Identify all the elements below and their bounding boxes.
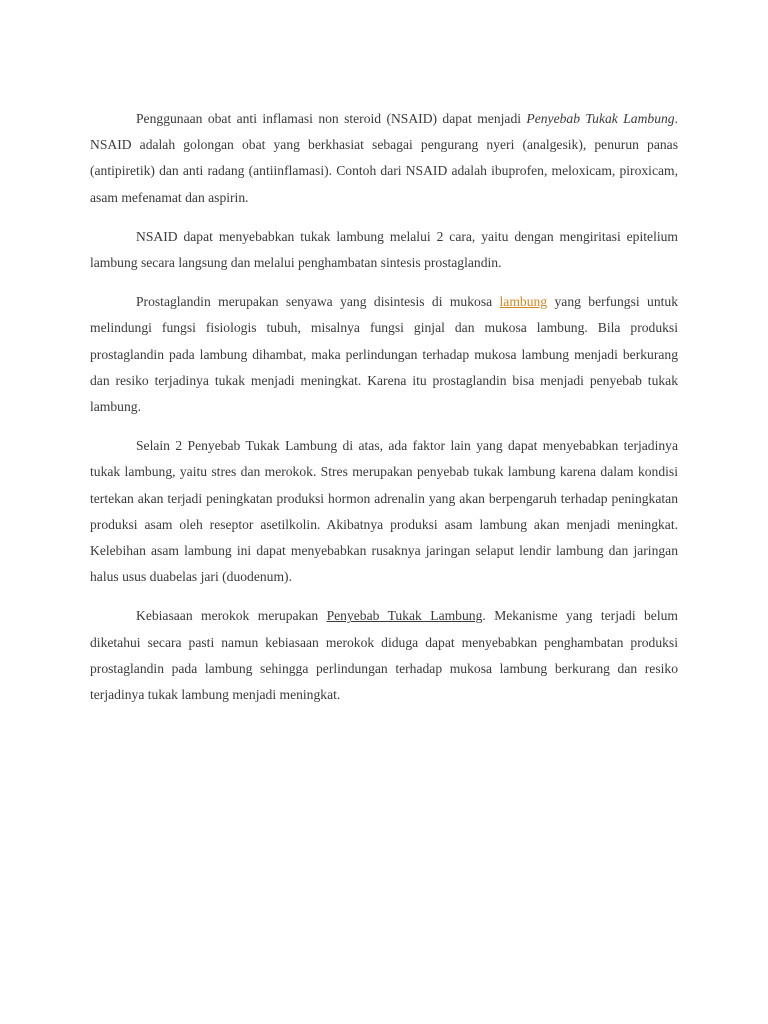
- paragraph-text: Prostaglandin merupakan senyawa yang disintesis di mukosa: [136, 294, 500, 310]
- paragraph-text: . NSAID adalah golongan obat yang berkhasiat sebagai pengurang nyeri (analgesik), penurun panas (antipiretik) dan anti radang (antiinflamasi). Contoh dari NSAID adalah ibuprofen, meloxicam, piroxicam, asam mefenamat dan aspirin.: [90, 111, 678, 205]
- paragraph-nsaid-mechanism: NSAID dapat menyebabkan tukak lambung melalui 2 cara, yaitu dengan mengiritasi epitelium lambung secara langsung dan melalui penghambatan sintesis prostaglandin.: [90, 228, 678, 271]
- document-page: [90, 106, 678, 721]
- paragraph-text: yang berfungsi untuk melindungi fungsi fisiologis tubuh, misalnya fungsi ginjal dan mukosa lambung. Bila produksi prostaglandin pada lambung dihambat, maka perlindungan terhadap mukosa lambung menjadi berkurang dan resiko terjadinya tukak menjadi meningkat. Karena itu prostaglandin bisa menjadi penyebab tukak lambung.: [90, 294, 678, 415]
- paragraph-kebiasaan-merokok: [90, 603, 678, 708]
- paragraph-prostaglandin: [90, 289, 678, 420]
- paragraph-text: Kebiasaan merokok merupakan: [136, 608, 327, 624]
- paragraph-text: Penggunaan obat anti inflamasi non steroid (NSAID) dapat menjadi: [136, 111, 527, 126]
- paragraph-stres-merokok: Selain 2 Penyebab Tukak Lambung di atas, ada faktor lain yang dapat menyebabkan terjadinya tukak lambung, yaitu stres dan merokok. Stres merupakan penyebab tukak lambung karena dalam kondisi tertekan akan terjadi peningkatan produksi hormon adrenalin yang akan berpengaruh terhadap peningkatan produksi asam oleh reseptor asetilkolin. Akibatnya produksi asam lambung akan menjadi meningkat. Kelebihan asam lambung ini dapat menyebabkan rusaknya jaringan selaput lendir lambung dan jaringan halus usus duabelas jari (duodenum).: [90, 438, 678, 585]
- link-lambung[interactable]: lambung: [499, 294, 548, 310]
- emphasis-penyebab-tukak-lambung: Penyebab Tukak Lambung: [526, 111, 675, 126]
- link-penyebab-tukak-lambung[interactable]: Penyebab Tukak Lambung: [326, 608, 483, 624]
- paragraph-text: . Mekanisme yang terjadi belum diketahui secara pasti namun kebiasaan merokok diduga dapat menyebabkan penghambatan produksi prostaglandin pada lambung sehingga perlindungan terhadap mukosa lambung berkurang dan resiko terjadinya tukak lambung menjadi meningkat.: [90, 608, 678, 703]
- paragraph-nsaid-intro: [90, 106, 678, 211]
